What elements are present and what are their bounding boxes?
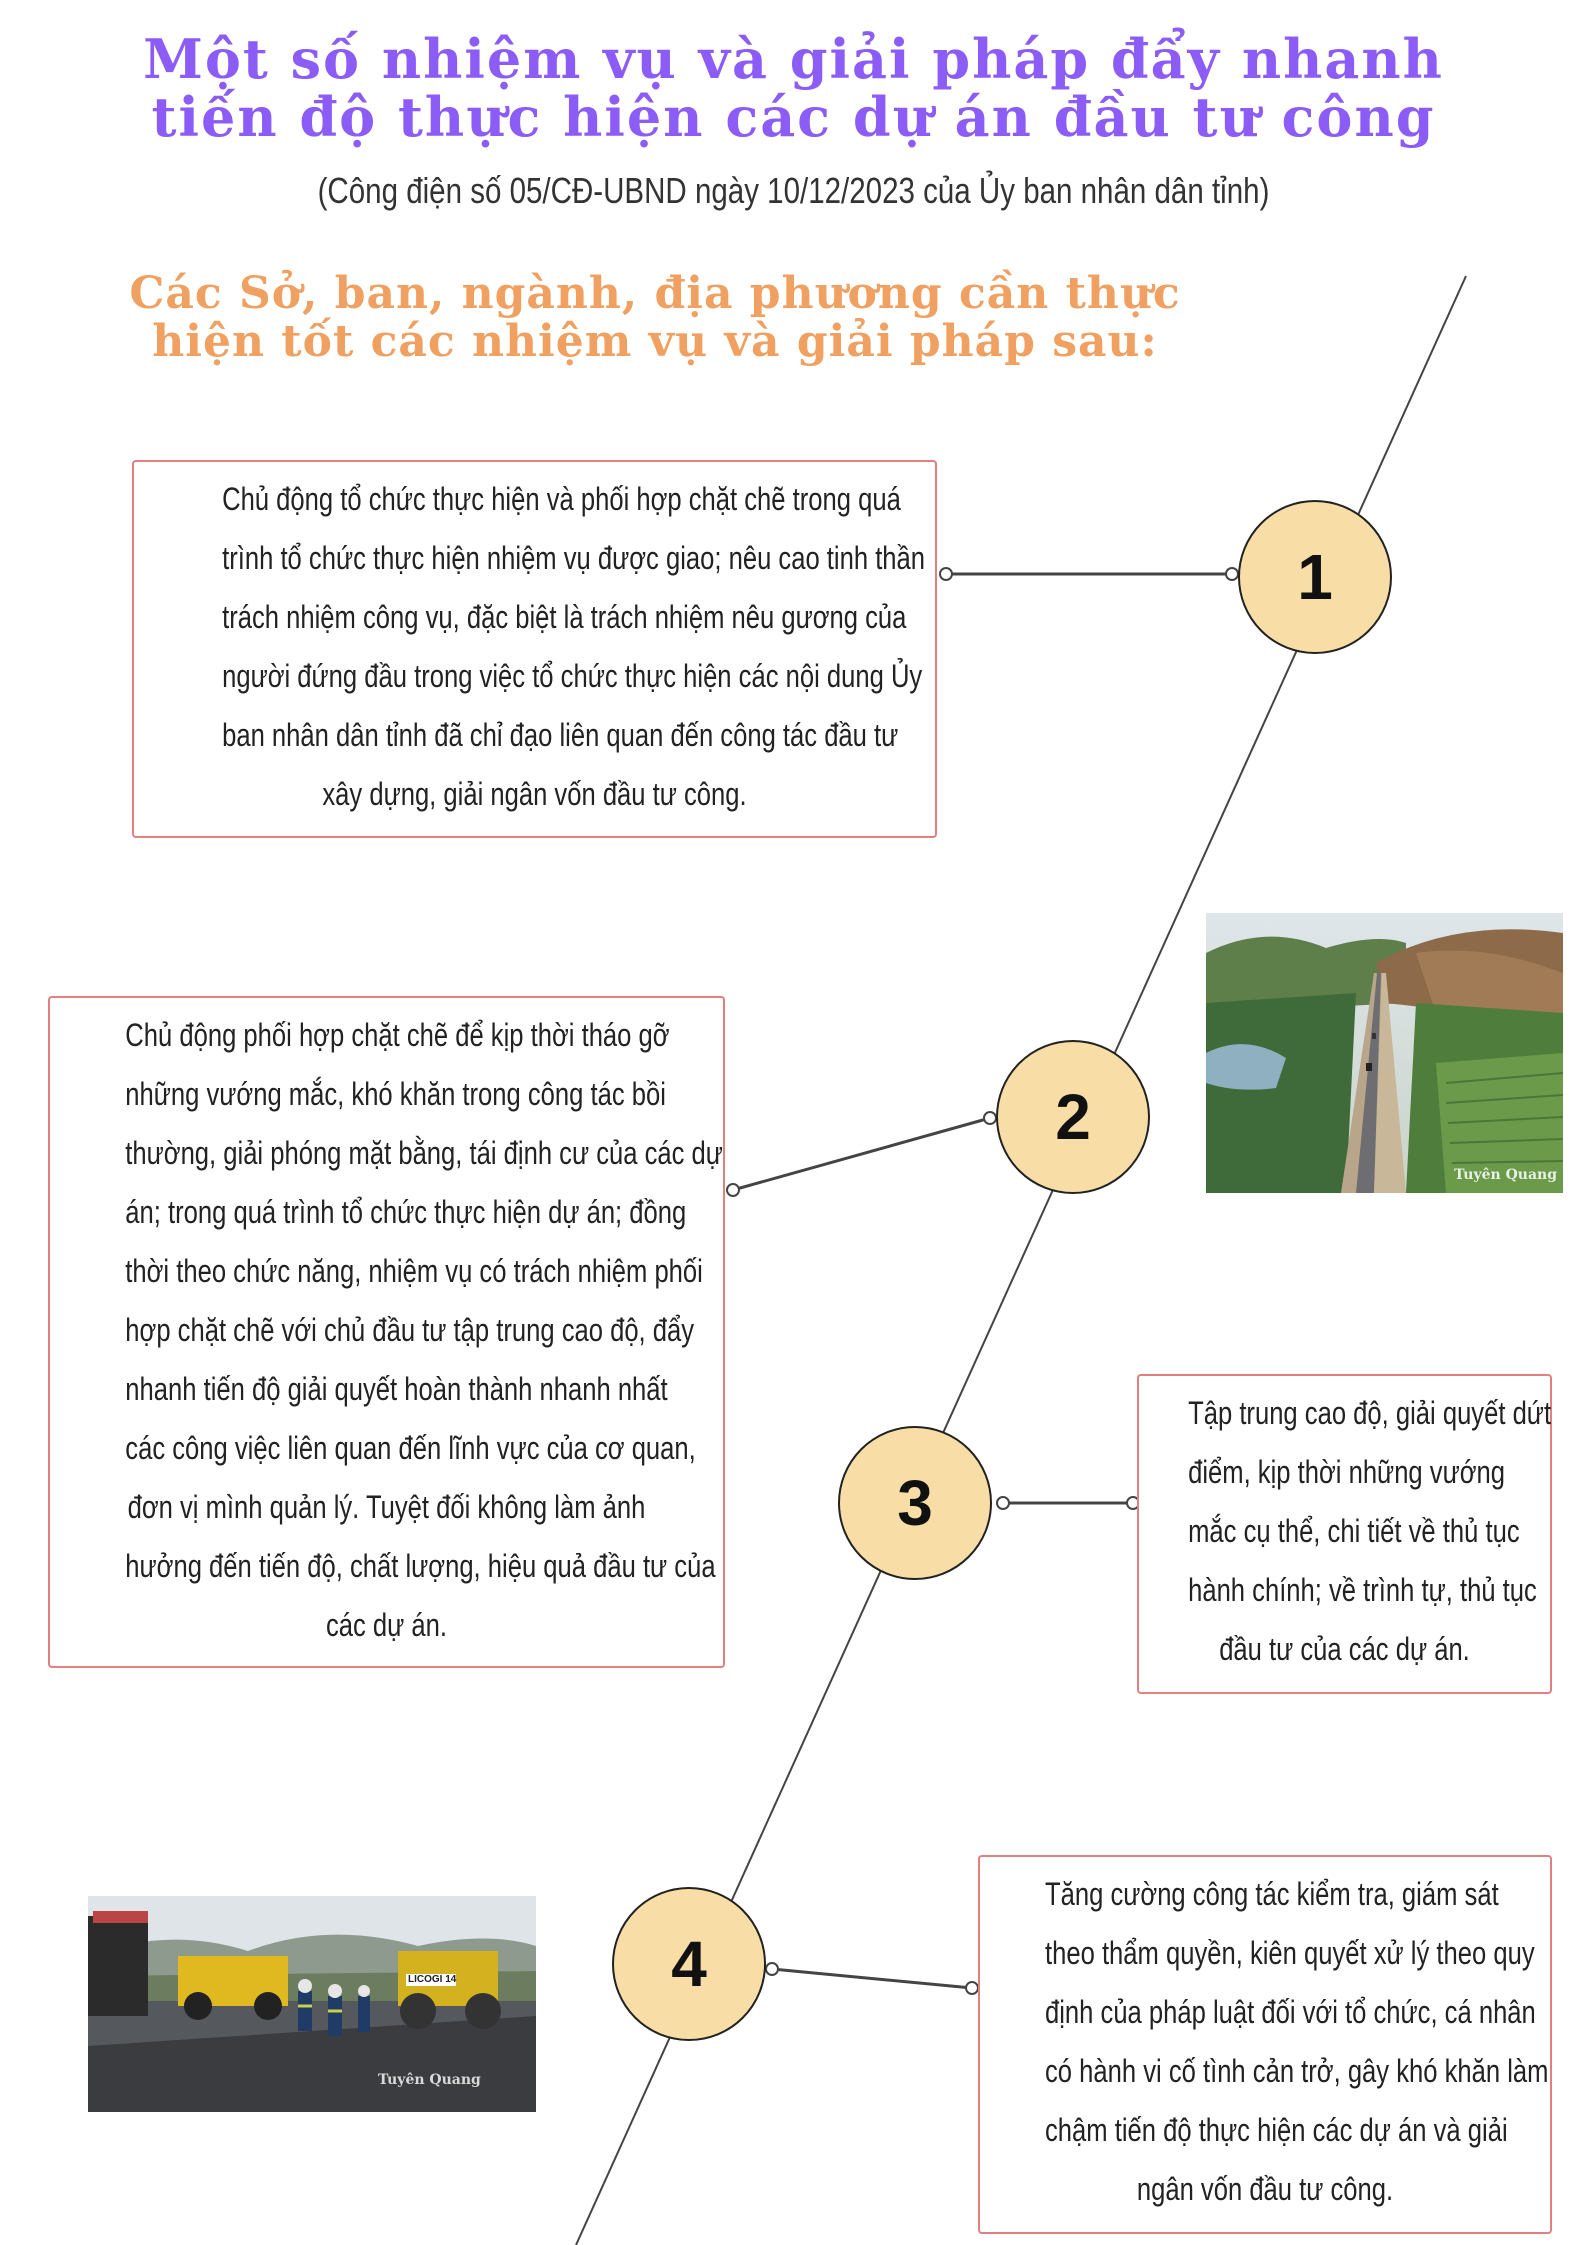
connector-4	[772, 1969, 972, 1988]
task-box-3	[1137, 1374, 1552, 1694]
intro-line-2: hiện tốt các nhiệm vụ và giải pháp sau:	[152, 316, 1158, 367]
road-construction-photo-watermark: Tuyên Quang	[378, 2072, 481, 2088]
task-3-line: Tập trung cao độ, giải quyết dứt	[1188, 1395, 1552, 1431]
task-1-line: xây dựng, giải ngân vốn đầu tư công.	[322, 776, 747, 812]
task-1-line: người đứng đầu trong việc tổ chức thực hiện các nội dung Ủy	[222, 658, 923, 694]
step-number-1: 1	[1238, 500, 1392, 654]
step-number-3: 3	[838, 1426, 992, 1580]
task-2-line: hợp chặt chẽ với chủ đầu tư tập trung cao độ, đẩy	[125, 1312, 695, 1348]
task-2-line: thường, giải phóng mặt bằng, tái định cư của các dự	[125, 1135, 723, 1171]
task-1-line: trình tổ chức thực hiện nhiệm vụ được giao; nêu cao tinh thần	[222, 540, 926, 576]
task-4-line: Tăng cường công tác kiểm tra, giám sát	[1045, 1876, 1499, 1912]
task-4-line: chậm tiến độ thực hiện các dự án và giải	[1045, 2112, 1508, 2148]
task-4-line: định của pháp luật đối với tổ chức, cá nhân	[1045, 1994, 1536, 2030]
connector-2	[733, 1118, 990, 1190]
road-construction-sign: LICOGI 14	[408, 1974, 457, 1985]
highway-photo-image	[1206, 913, 1563, 1193]
task-3-line: điểm, kịp thời những vướng	[1188, 1454, 1505, 1490]
task-3-line: hành chính; về trình tự, thủ tục	[1188, 1572, 1537, 1608]
task-1-line: trách nhiệm công vụ, đặc biệt là trách nhiệm nêu gương của	[222, 599, 907, 635]
task-2-line: nhanh tiến độ giải quyết hoàn thành nhanh nhất	[125, 1371, 668, 1407]
task-2-line: các công việc liên quan đến lĩnh vực của cơ quan,	[125, 1430, 696, 1466]
page-title-line-1: Một số nhiệm vụ và giải pháp đẩy nhanh	[143, 27, 1444, 91]
step-number-4: 4	[612, 1887, 766, 2041]
intro-line-1: Các Sở, ban, ngành, địa phương cần thực	[129, 268, 1181, 319]
task-box-1	[132, 460, 937, 838]
task-1-line: ban nhân dân tỉnh đã chỉ đạo liên quan đến công tác đầu tư	[222, 717, 899, 753]
task-box-2	[48, 996, 725, 1668]
task-2-line: thời theo chức năng, nhiệm vụ có trách nhiệm phối	[125, 1253, 703, 1289]
road-construction-photo	[88, 1896, 536, 2112]
task-2-line: Chủ động phối hợp chặt chẽ để kịp thời tháo gỡ	[125, 1017, 670, 1053]
highway-photo-watermark: Tuyên Quang	[1454, 1167, 1557, 1183]
task-4-line: theo thẩm quyền, kiên quyết xử lý theo quy	[1045, 1935, 1535, 1971]
task-1-line: Chủ động tổ chức thực hiện và phối hợp chặt chẽ trong quá	[222, 481, 901, 517]
task-4-line: ngân vốn đầu tư công.	[1136, 2171, 1394, 2207]
highway-photo	[1206, 913, 1563, 1193]
step-number-2: 2	[996, 1040, 1150, 1194]
page-title-line-2: tiến độ thực hiện các dự án đầu tư công	[151, 85, 1436, 149]
task-box-4	[978, 1855, 1552, 2234]
task-2-line: các dự án.	[325, 1607, 448, 1643]
task-2-line: hưởng đến tiến độ, chất lượng, hiệu quả đầu tư của	[125, 1548, 716, 1584]
task-3-line: đầu tư của các dự án.	[1219, 1631, 1470, 1667]
task-2-line: án; trong quá trình tổ chức thực hiện dự án; đồng	[125, 1194, 687, 1230]
task-2-line: những vướng mắc, khó khăn trong công tác bồi	[125, 1076, 666, 1112]
page-subtitle: (Công điện số 05/CĐ-UBND ngày 10/12/2023 của Ủy ban nhân dân tỉnh)	[317, 170, 1270, 211]
task-3-line: mắc cụ thể, chi tiết về thủ tục	[1188, 1513, 1520, 1549]
task-4-line: có hành vi cố tình cản trở, gây khó khăn làm	[1045, 2053, 1549, 2089]
task-2-line: đơn vị mình quản lý. Tuyệt đối không làm ảnh	[127, 1489, 646, 1525]
